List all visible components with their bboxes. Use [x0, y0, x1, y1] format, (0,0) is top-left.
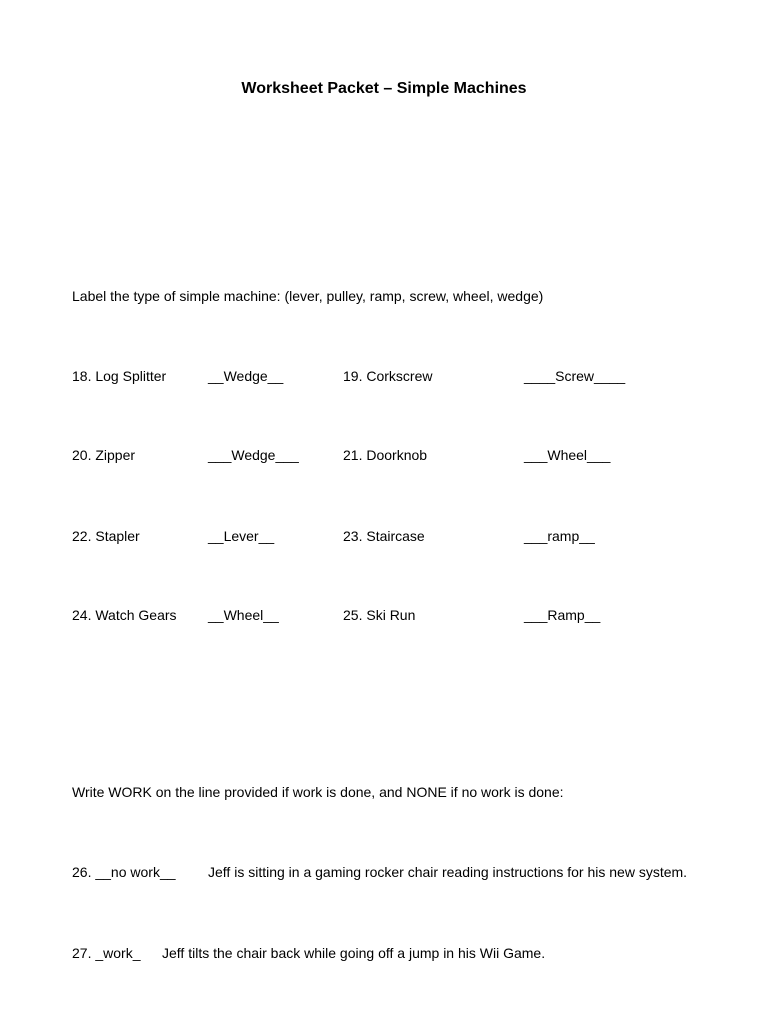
question-26-answer: 26. __no work__: [72, 864, 176, 880]
item-18-label: 18. Log Splitter: [72, 368, 167, 384]
item-24-label: 24. Watch Gears: [72, 607, 177, 623]
item-18-answer: __Wedge__: [208, 368, 284, 384]
section2-instruction: Write WORK on the line provided if work is done, and NONE if no work is done:: [72, 784, 564, 800]
item-20-label: 20. Zipper: [72, 447, 136, 463]
item-19-label: 19. Corkscrew: [343, 368, 433, 384]
item-21-label: 21. Doorknob: [343, 447, 428, 463]
item-20-answer: ___Wedge___: [208, 447, 299, 463]
item-24-answer: __Wheel__: [208, 607, 279, 623]
item-22-answer: __Lever__: [208, 528, 275, 544]
item-22-label: 22. Stapler: [72, 528, 140, 544]
item-23-answer: ___ramp__: [524, 528, 595, 544]
question-27-text: Jeff tilts the chair back while going off a jump in his Wii Game.: [162, 945, 546, 961]
item-25-answer: ___Ramp__: [524, 607, 601, 623]
item-25-label: 25. Ski Run: [343, 607, 416, 623]
page-title: Worksheet Packet – Simple Machines: [241, 80, 527, 97]
question-26-text: Jeff is sitting in a gaming rocker chair reading instructions for his new system.: [208, 864, 688, 880]
section1-instruction: Label the type of simple machine: (lever, pulley, ramp, screw, wheel, wedge): [72, 288, 544, 304]
item-21-answer: ___Wheel___: [524, 447, 611, 463]
item-23-label: 23. Staircase: [343, 528, 425, 544]
item-19-answer: ____Screw____: [524, 368, 626, 384]
question-27-answer: 27. _work_: [72, 945, 141, 961]
